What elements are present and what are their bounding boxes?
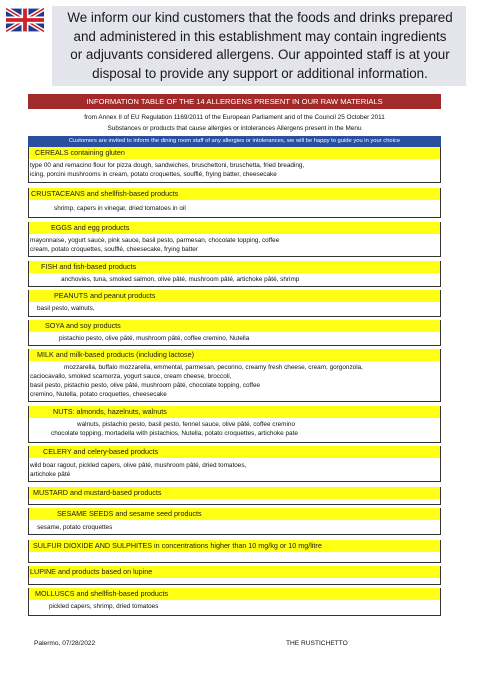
uk-flag-icon[interactable] <box>6 8 44 32</box>
menu-subtitle: Substances or products that cause allergies or intolerances Allergens present in the Menu <box>107 125 362 132</box>
allergen-items: mayonnaise, yogurt sauce, pink sauce, basil pesto, parmesan, chocolate topping, coffee <box>30 237 280 244</box>
allergen-title: MOLLUSCS and shellfish-based products <box>29 588 440 600</box>
allergen-section-crustaceans <box>28 188 441 218</box>
allergen-items: chocolate topping, mortadella with pistachios, Nutella, potato croquettes, artichoke pate <box>51 430 298 437</box>
allergen-items: anchovies, tuna, smoked salmon, olive pâté, mushroom pâté, artichoke pâté, shrimp <box>61 276 300 283</box>
allergen-title: FISH and fish-based products <box>29 261 440 273</box>
allergen-title: SULFUR DIOXIDE AND SULPHITES in concentrations higher than 10 mg/kg or 10 mg/litre <box>29 540 440 552</box>
allergen-items: basil pesto, pistachio pesto, olive pâté, mushroom pâté, chocolate topping, coffee <box>30 382 261 389</box>
allergen-items: sesame, potato croquettes <box>37 524 113 531</box>
allergen-title: MILK and milk-based products (including lactose) <box>29 349 440 361</box>
allergen-title: CEREALS containing gluten <box>29 147 440 159</box>
intro-line: or adjuvants considered allergens. Our appointed staff is at your <box>70 47 450 62</box>
allergen-title: SESAME SEEDS and sesame seed products <box>29 508 440 520</box>
allergen-section-sesame <box>28 508 441 535</box>
intro-line: We inform our kind customers that the foods and drinks prepared <box>67 10 453 25</box>
allergen-section-nuts <box>28 406 441 443</box>
intro-text <box>54 9 466 83</box>
allergen-items: walnuts, pistachio pesto, basil pesto, fennel sauce, olive pâté, coffee cremino <box>77 421 296 428</box>
allergen-title: NUTS: almonds, hazelnuts, walnuts <box>29 406 440 418</box>
allergen-items: pickled capers, shrimp, dried tomatoes <box>49 603 159 610</box>
allergen-title: CRUSTACEANS and shellfish-based products <box>29 188 440 200</box>
allergen-items: type 00 and remacino flour for pizza dough, sandwiches, bruschettoni, bruschetta, fried breading, <box>30 162 305 169</box>
allergen-section-soya <box>28 320 441 346</box>
allergen-items: artichoke pâté <box>30 471 71 478</box>
allergen-section-mustard <box>28 487 441 505</box>
allergen-section-molluscs <box>28 588 441 616</box>
allergen-section-eggs <box>28 222 441 257</box>
allergen-items: pistachio pesto, olive pâté, mushroom pâté, coffee cremino, Nutella <box>59 335 250 342</box>
allergen-title: PEANUTS and peanut products <box>29 290 440 302</box>
footer-place-date: Palermo, 07/28/2022 <box>34 640 96 647</box>
allergen-section-sulphites <box>28 540 441 563</box>
allergen-title: LUPINE and products based on lupine <box>29 566 440 578</box>
allergen-items: caciocavallo, smoked scamorza, yogurt sauce, cream cheese, broccoli, <box>30 373 232 380</box>
allergen-items: shrimp, capers in vinegar, dried tomatoes in oil <box>54 205 186 212</box>
footer-restaurant-name: THE RUSTICHETTO <box>286 640 348 647</box>
intro-line: and administered in this establishment may contain ingredients <box>73 28 447 44</box>
regulation-subtitle: from Annex II of EU Regulation 1169/2011 of the European Parliament and of the Council 25 October 2011 <box>84 114 385 121</box>
allergen-items: wild boar ragout, pickled capers, olive pâté, mushroom pâté, dried tomatoes, <box>30 462 247 469</box>
allergen-title: MUSTARD and mustard-based products <box>29 487 440 499</box>
allergen-items: basil pesto, walnuts, <box>37 305 95 312</box>
allergen-table-title: INFORMATION TABLE OF THE 14 ALLERGENS PRESENT IN OUR RAW MATERIALS <box>28 94 441 109</box>
allergen-title: EGGS and egg products <box>29 222 440 234</box>
allergen-title: CELERY and celery-based products <box>29 446 440 458</box>
allergen-items: cream, potato croquettes, soufflé, cheesecake, frying batter <box>30 246 198 253</box>
intro-line: disposal to provide any support or additional information. <box>92 65 428 81</box>
allergen-title: SOYA and soy products <box>29 320 440 332</box>
allergen-section-lupine <box>28 566 441 585</box>
allergen-section-cereals <box>28 147 441 183</box>
allergen-items: mozzarella, buffalo mozzarella, emmental, parmesan, pecorino, creamy fresh cheese, cream, gorgonzola, <box>64 364 363 371</box>
allergen-section-milk <box>28 349 441 402</box>
allergen-section-celery <box>28 446 441 482</box>
allergen-section-peanuts <box>28 290 441 317</box>
allergen-section-fish <box>28 261 441 287</box>
allergen-items: icing, porcini mushrooms in cream, potato croquettes, soufflé, frying batter, cheesecake <box>30 171 277 178</box>
allergen-items: cremino, Nutella, potato croquettes, cheesecake <box>30 391 167 398</box>
customer-notice: Customers are invited to inform the dining room staff of any allergies or intolerances, we will be happy to guide you in your choice <box>28 136 441 147</box>
